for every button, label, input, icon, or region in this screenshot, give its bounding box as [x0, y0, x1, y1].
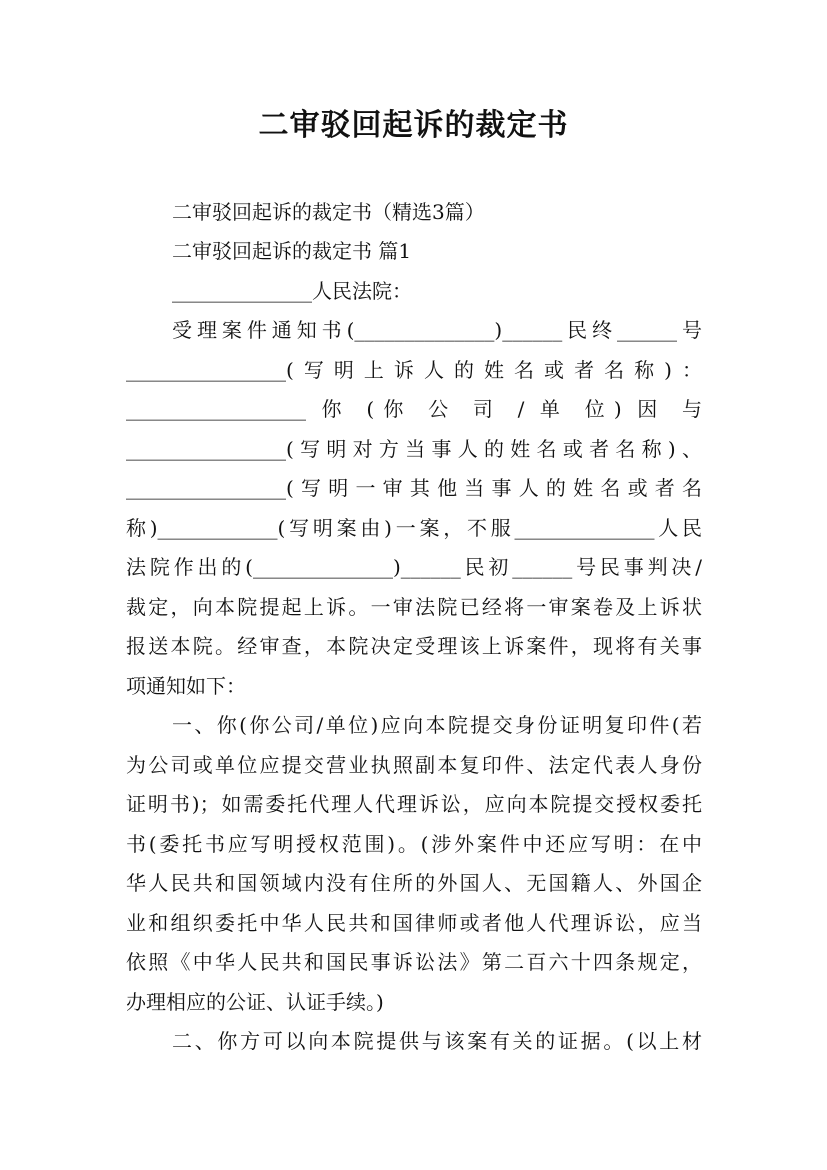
body-line: 报送本院。经审查，本院决定受理该上诉案件，现将有关事: [126, 634, 702, 658]
body-line: __________________ 你 (你 公 司 / 单 位) 因 与: [126, 397, 702, 421]
body-line: ________________(写明上诉人的姓名或者名称)：: [126, 358, 702, 382]
body-line: 项通知如下：: [126, 674, 246, 698]
section-heading: 二审驳回起诉的裁定书 篇1: [172, 239, 412, 263]
item-one-line: 一、你(你公司/单位)应向本院提交身份证明复印件(若: [172, 713, 702, 737]
body-line: 法院作出的(______________)______民初______号民事判决/: [126, 555, 702, 579]
body-line: ________________(写明对方当事人的姓名或者名称)、: [126, 437, 702, 461]
body-line: 证明书)；如需委托代理人代理诉讼，应向本院提交授权委托: [126, 792, 702, 816]
court-addressee: ______________人民法院：: [172, 279, 412, 303]
body-line: 裁定，向本院提起上诉。一审法院已经将一审案卷及上诉状: [126, 595, 702, 619]
document-title: 二审驳回起诉的裁定书: [258, 108, 569, 143]
body-line: 为公司或单位应提交营业执照副本复印件、法定代表人身份: [126, 753, 702, 777]
body-line: 书(委托书应写明授权范围)。(涉外案件中还应写明：在中: [126, 832, 702, 856]
body-line: ________________(写明一审其他当事人的姓名或者名: [126, 476, 702, 500]
item-two-line: 二、你方可以向本院提供与该案有关的证据。(以上材: [172, 1029, 702, 1053]
body-line: 华人民共和国领域内没有住所的外国人、无国籍人、外国企: [126, 871, 702, 895]
body-line: 依照《中华人民共和国民事诉讼法》第二百六十四条规定，: [126, 950, 702, 974]
notice-heading-line: 受理案件通知书(______________)______民终______号: [172, 318, 702, 342]
body-line: 业和组织委托中华人民共和国律师或者他人代理诉讼，应当: [126, 911, 702, 935]
body-line: 称)____________(写明案由)一案，不服______________人民: [126, 516, 702, 540]
body-line: 办理相应的公证、认证手续。): [126, 990, 384, 1014]
subtitle-line: 二审驳回起诉的裁定书（精选3篇）: [172, 200, 485, 224]
